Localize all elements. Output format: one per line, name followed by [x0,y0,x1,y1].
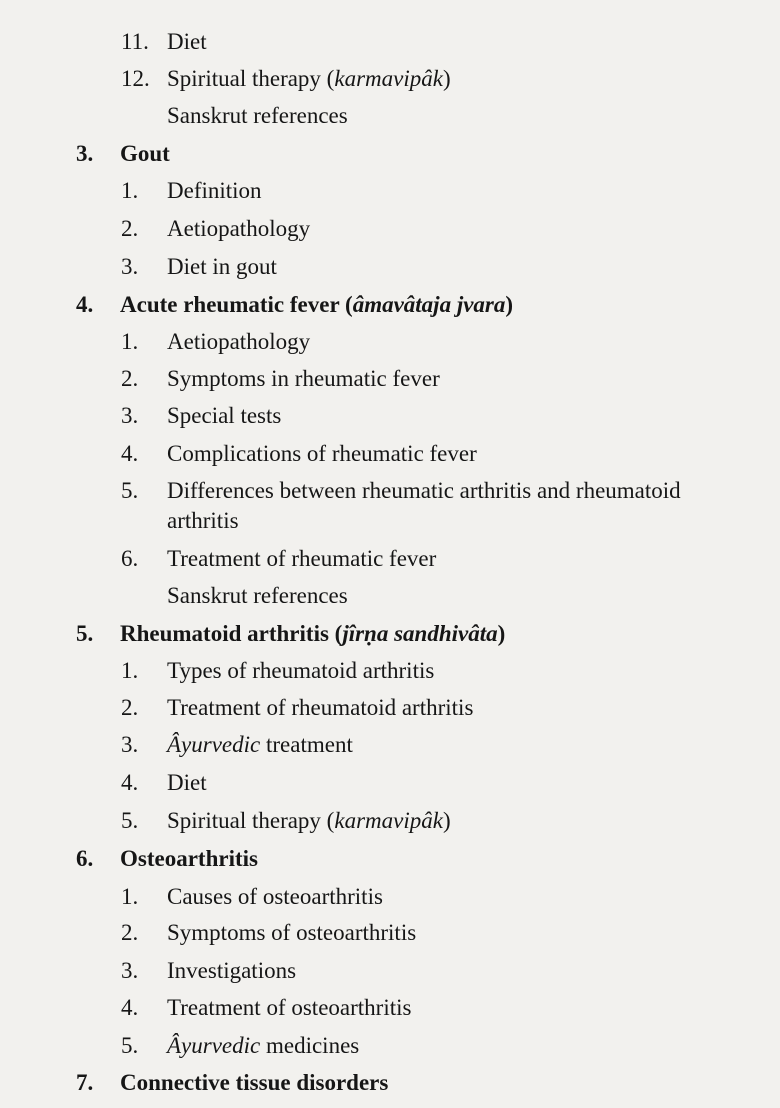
entry-title-italic: jîrṇa sandhivâta [342,621,498,646]
entry-title [167,439,477,469]
entry-title [167,27,207,57]
entry-title-text: Treatment of rheumatic fever [167,546,437,571]
entry-number: 3. [121,403,139,428]
entry-number: 3. [121,254,139,279]
entry-title-italic: Âyurvedic [167,732,261,757]
entry-number: 2. [121,366,139,391]
entry-title [167,364,440,394]
entry-title [167,544,436,574]
entry-title-suffix: treatment [260,732,353,757]
entry-title [167,956,296,986]
entry-title-text: Special tests [167,403,282,428]
entry-number: 4. [121,770,139,795]
entry-title-text: Spiritual therapy ( [167,66,335,91]
entry-number: 5. [121,478,139,503]
entry-title [120,844,258,874]
entry-title [167,693,473,723]
entry-title-suffix: ) [442,66,451,91]
entry-title-text: Aetiopathology [167,216,311,241]
entry-number: 1. [121,658,139,683]
entry-number: 4. [121,441,139,466]
entry-number: 2. [121,695,139,720]
entry-title-text: Investigations [167,958,297,983]
entry-number: 1. [121,329,139,354]
entry-title-text: Causes of osteoarthritis [167,884,383,909]
entry-title-text: Types of rheumatoid arthritis [167,658,435,683]
entry-title-suffix: ) [497,621,506,646]
entry-number: 6. [121,546,139,571]
entry-title [167,476,742,536]
entry-title-italic: Âyurvedic [167,1033,261,1058]
entry-title [167,882,383,912]
entry-title-text: Diet [167,770,207,795]
entry-title-suffix: medicines [260,1033,360,1058]
entry-title-text: Symptoms of osteoarthritis [167,920,417,945]
entry-title [167,993,411,1023]
entry-title [167,730,353,760]
entry-title [167,768,207,798]
entry-title-text: Treatment of osteoarthritis [167,995,412,1020]
entry-number: 6. [76,846,94,871]
entry-title-text: Gout [120,141,170,166]
entry-title-suffix: ) [505,292,514,317]
entry-title-text: Definition [167,178,262,203]
entry-number: 1. [121,178,139,203]
entry-number: 5. [121,808,139,833]
entry-title [120,1068,388,1098]
entry-number: 4. [76,292,94,317]
entry-number: 7. [76,1070,94,1095]
entry-title-suffix: ) [442,808,451,833]
entry-title [167,252,277,282]
entry-number: 3. [121,958,139,983]
entry-title [167,101,348,131]
entry-title-text: Spiritual therapy ( [167,808,335,833]
entry-title-text: Symptoms in rheumatic fever [167,366,440,391]
entry-title [167,401,281,431]
entry-number: 3. [76,141,94,166]
entry-title-italic: âmavâtaja jvara [352,292,506,317]
entry-title-italic: karmavipâk [334,66,443,91]
entry-title [167,656,434,686]
entry-number: 5. [121,1033,139,1058]
entry-title-text: Diet [167,29,207,54]
entry-number: 5. [76,621,94,646]
entry-title [167,327,310,357]
entry-title-text: Differences between rheumatic arthritis and rheumatoid arthritis [167,478,681,533]
entry-title-italic: karmavipâk [334,808,443,833]
entry-title-text: Connective tissue disorders [120,1070,389,1095]
entry-title-text: Sanskrut references [167,103,348,128]
entry-title-text: Diet in gout [167,254,277,279]
entry-title [167,64,451,94]
entry-title [167,581,348,611]
entry-title [167,1031,359,1061]
entry-number: 3. [121,732,139,757]
entry-title [167,176,262,206]
entry-title [120,290,513,320]
entry-title [120,619,505,649]
entry-title-text: Rheumatoid arthritis ( [120,621,343,646]
entry-title-text: Complications of rheumatic fever [167,441,477,466]
entry-title [167,918,416,948]
entry-number: 11. [121,29,149,54]
entry-title [120,139,170,169]
entry-number: 4. [121,995,139,1020]
entry-number: 2. [121,216,139,241]
entry-title-text: Acute rheumatic fever ( [120,292,353,317]
entry-title [167,806,451,836]
entry-number: 1. [121,884,139,909]
entry-number: 12. [121,66,150,91]
entry-title-text: Osteoarthritis [120,846,258,871]
entry-title-text: Treatment of rheumatoid arthritis [167,695,474,720]
entry-title-text: Aetiopathology [167,329,311,354]
entry-title [167,214,310,244]
entry-number: 2. [121,920,139,945]
entry-title-text: Sanskrut references [167,583,348,608]
